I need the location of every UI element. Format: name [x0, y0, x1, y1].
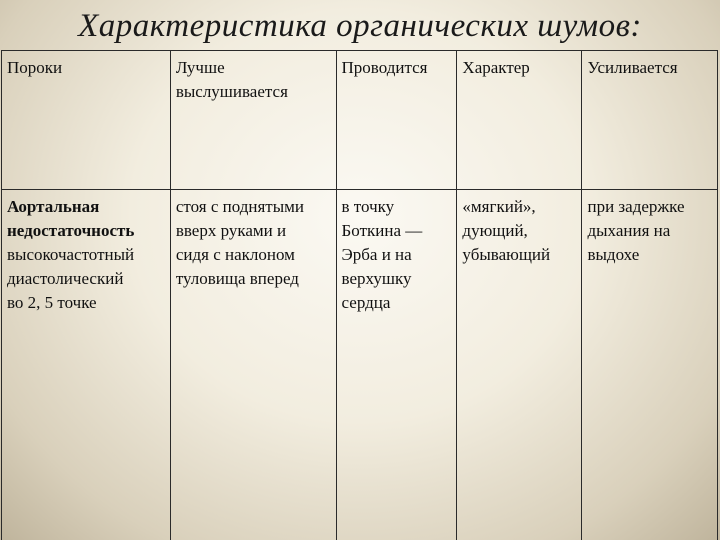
- header-cell-defects: [2, 51, 171, 190]
- defect-name-line-2: недостаточность: [7, 221, 135, 240]
- conducted-line-2: Боткина —: [341, 221, 423, 240]
- best-heard-line-3: сидя с наклоном: [175, 245, 295, 264]
- header-cell-character: [457, 51, 582, 190]
- cell-intensified: [582, 190, 718, 540]
- defect-desc-line-2: диастолический: [7, 269, 124, 288]
- conducted-line-3: Эрба и на: [341, 245, 412, 264]
- character-line-1: «мягкий»,: [462, 197, 536, 216]
- best-heard-line-2: вверх руками и: [175, 221, 287, 240]
- header-cell-conducted: [336, 51, 457, 190]
- header-best-heard-line-1: Лучше: [175, 58, 225, 77]
- intensified-line-2: дыхания на: [587, 221, 671, 240]
- header-intensified-label: Усиливается: [587, 58, 678, 77]
- header-character-label: Характер: [462, 58, 530, 77]
- character-line-2: дующий,: [462, 221, 528, 240]
- header-best-heard-line-2: выслушивается: [175, 82, 288, 101]
- conducted-line-4: верхушку: [341, 269, 412, 288]
- table-row: [2, 190, 718, 540]
- cell-defect: [2, 190, 171, 540]
- intensified-line-3: выдохе: [587, 245, 640, 264]
- intensified-line-1: при задержке: [587, 197, 685, 216]
- defect-desc-line-3: во 2, 5 точке: [7, 293, 97, 312]
- header-defects-label: Пороки: [7, 58, 63, 77]
- slide-title: Характеристика органических шумов:: [78, 8, 642, 44]
- cell-conducted: [336, 190, 457, 540]
- conducted-line-5: сердца: [341, 293, 391, 312]
- defect-name-line-1: Аортальная: [7, 197, 100, 216]
- best-heard-line-1: стоя с поднятыми: [175, 197, 305, 216]
- cell-character: [457, 190, 582, 540]
- header-cell-intensified: [582, 51, 718, 190]
- character-line-3: убывающий: [462, 245, 551, 264]
- header-cell-best-heard: [170, 51, 336, 190]
- conducted-line-1: в точку: [341, 197, 395, 216]
- header-conducted-label: Проводится: [341, 58, 428, 77]
- defect-desc-line-1: высокочастотный: [7, 245, 135, 264]
- cell-best-heard: [170, 190, 336, 540]
- table-header-row: [2, 51, 718, 190]
- best-heard-line-4: туловища вперед: [175, 269, 299, 288]
- murmur-table: [1, 50, 718, 540]
